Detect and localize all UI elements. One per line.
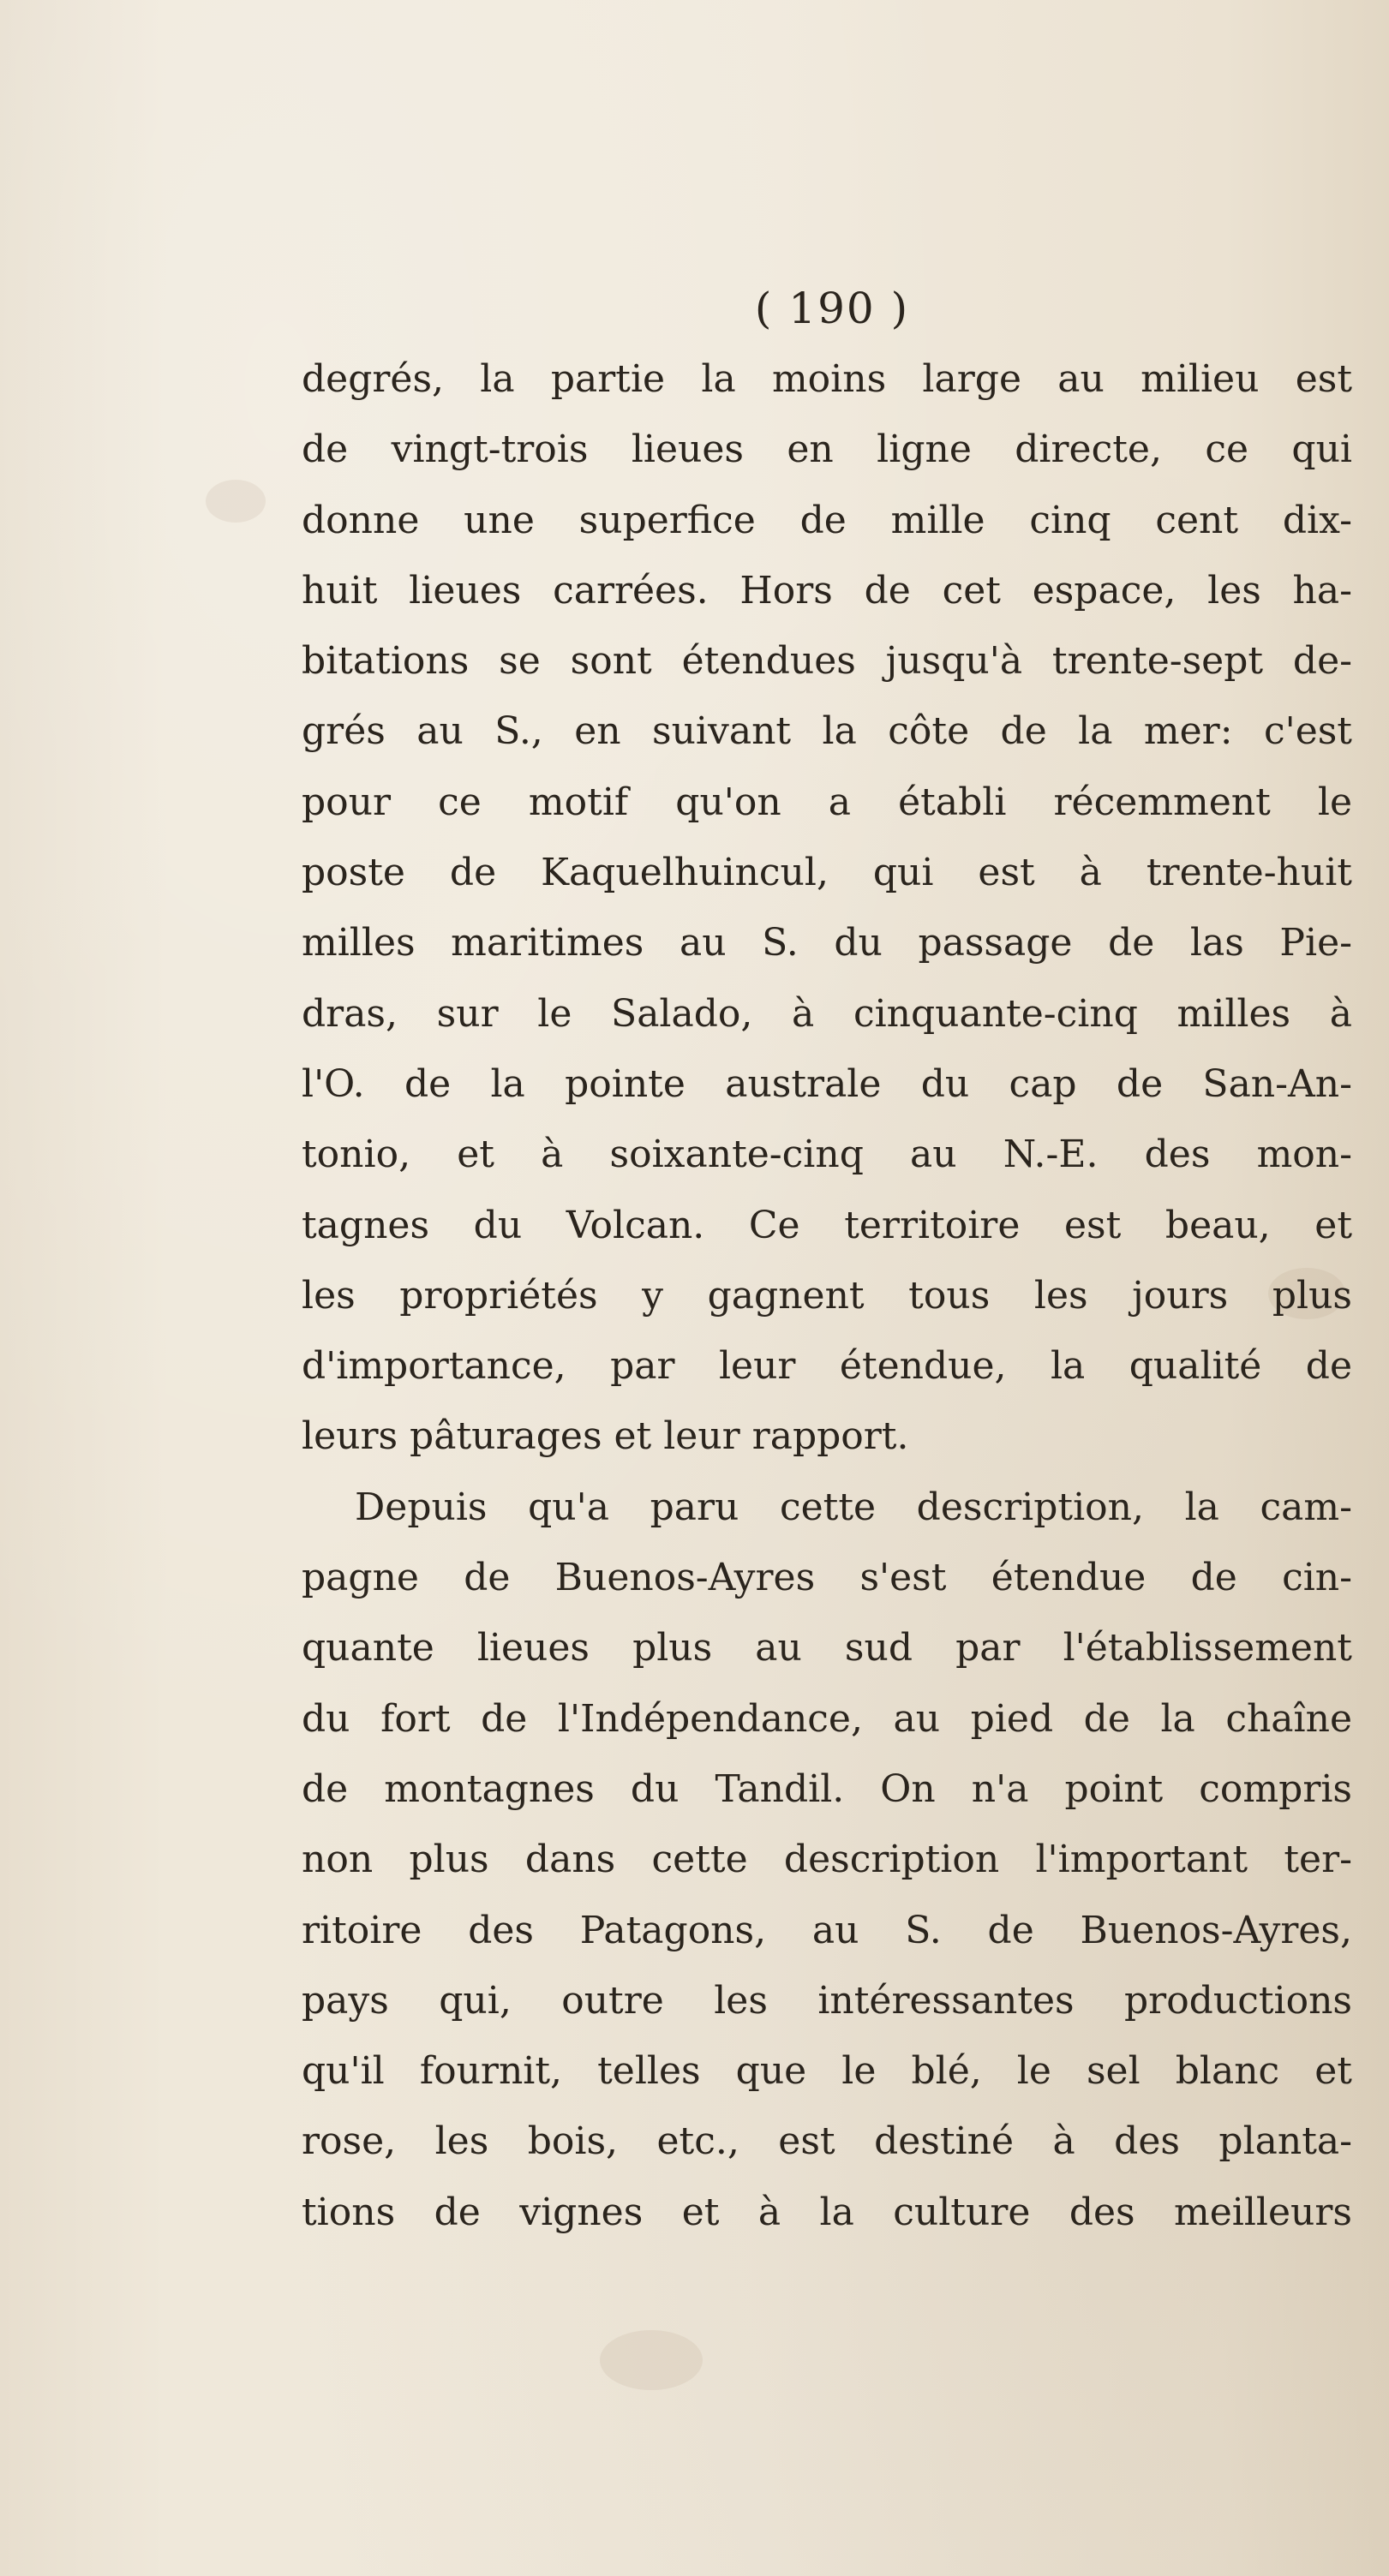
text-line: du fort de l'Indépendance, au pied de la chaîne [302, 1696, 1352, 1741]
text-line: qu'il fournit, telles que le blé, le sel blanc et [302, 2049, 1352, 2094]
text-line: de montagnes du Tandil. On n'a point compris [302, 1766, 1352, 1811]
page-number: ( 190 ) [754, 284, 910, 333]
page-text [302, 272, 1352, 2248]
text-line: tonio, et à soixante-cinq au N.-E. des mon- [302, 1133, 1352, 1177]
text-line: pagne de Buenos-Ayres s'est étendue de cin- [302, 1556, 1352, 1600]
text-line: d'importance, par leur étendue, la qualité de [302, 1344, 1352, 1389]
text-line: pour ce motif qu'on a établi récemment le [302, 780, 1352, 824]
paper-stain [600, 2330, 703, 2390]
text-line: huit lieues carrées. Hors de cet espace, les ha- [302, 568, 1352, 613]
text-line: donne une superfice de mille cinq cent dix- [302, 498, 1352, 542]
text-line: de vingt-trois lieues en ligne directe, ce qui [302, 427, 1352, 472]
text-line: milles maritimes au S. du passage de las Pie- [302, 921, 1352, 965]
text-line: degrés, la partie la moins large au milieu est [302, 357, 1352, 401]
paper-stain [206, 480, 266, 523]
text-line: rose, les bois, etc., est destiné à des planta- [302, 2119, 1352, 2164]
text-line: poste de Kaquelhuincul, qui est à trente-huit [302, 851, 1352, 895]
text-line: tagnes du Volcan. Ce territoire est beau, et [302, 1203, 1352, 1247]
text-line: les propriétés y gagnent tous les jours plus [302, 1273, 1352, 1318]
text-line: grés au S., en suivant la côte de la mer: c'est [302, 709, 1352, 754]
text-line: non plus dans cette description l'important ter- [302, 1838, 1352, 1882]
text-line: pays qui, outre les intéressantes productions [302, 1978, 1352, 2023]
text-line: quante lieues plus au sud par l'établissement [302, 1626, 1352, 1671]
text-line: dras, sur le Salado, à cinquante-cinq milles à [302, 991, 1352, 1036]
paragraph-first-line: Depuis qu'a paru cette description, la cam- [355, 1485, 1352, 1529]
text-line: ritoire des Patagons, au S. de Buenos-Ayres, [302, 1908, 1352, 1952]
text-line: leurs pâturages et leur rapport. [302, 1414, 909, 1459]
text-line: bitations se sont étendues jusqu'à trente-sept de- [302, 639, 1352, 684]
text-line: tions de vignes et à la culture des meilleurs [302, 2190, 1352, 2234]
text-line: l'O. de la pointe australe du cap de San-An- [302, 1061, 1352, 1106]
